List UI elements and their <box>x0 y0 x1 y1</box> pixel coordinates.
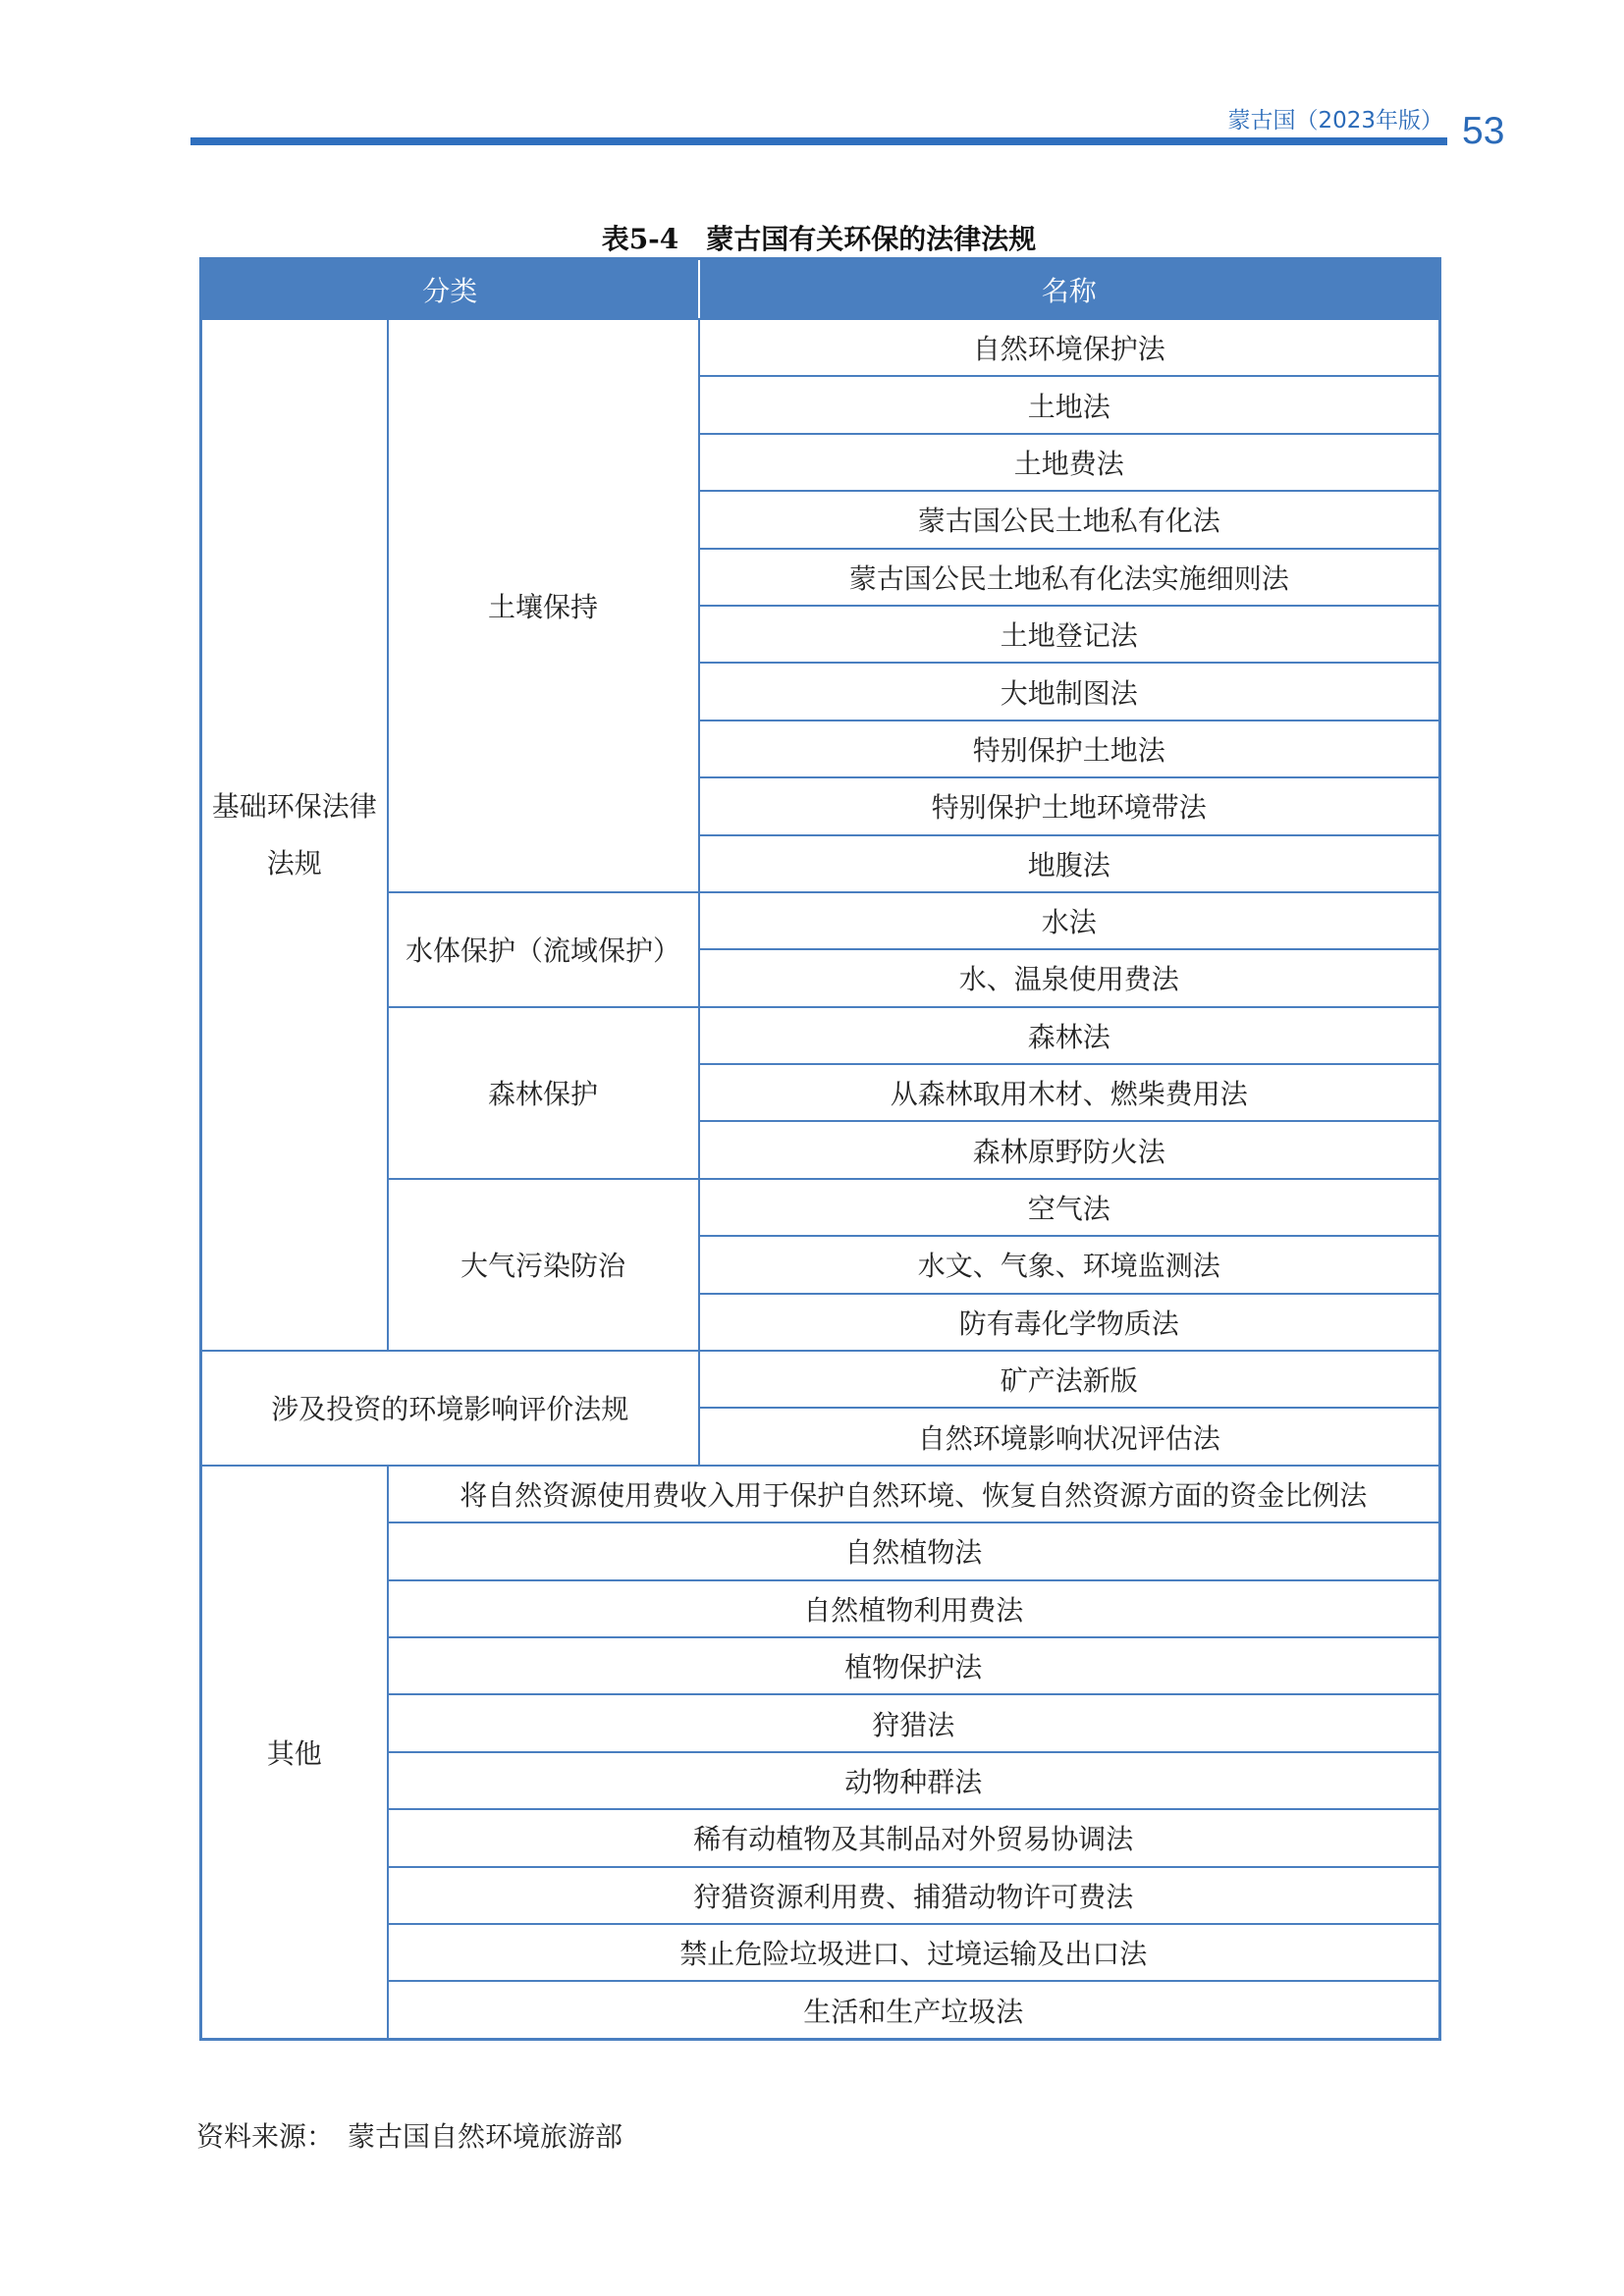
table-row <box>201 1466 1440 1522</box>
category-basic: 基础环保法律法规 <box>201 319 388 1351</box>
law-name: 狩猎资源利用费、捕猎动物许可费法 <box>388 1867 1440 1924</box>
category-invest: 涉及投资的环境影响评价法规 <box>201 1351 699 1466</box>
law-name: 禁止危险垃圾进口、过境运输及出口法 <box>388 1924 1440 1981</box>
subcategory-air: 大气污染防治 <box>388 1179 699 1351</box>
source-note: 资料来源： 蒙古国自然环境旅游部 <box>196 2120 623 2153</box>
table-row <box>201 1981 1440 2039</box>
law-name: 狩猎法 <box>388 1694 1440 1751</box>
law-name: 防有毒化学物质法 <box>699 1294 1440 1351</box>
law-name: 生活和生产垃圾法 <box>388 1981 1440 2039</box>
header-category: 分类 <box>201 259 699 320</box>
table-row <box>201 1752 1440 1809</box>
running-title: 蒙古国（2023年版） <box>1227 108 1443 133</box>
table-row <box>201 1007 1440 1064</box>
subcategory-water: 水体保护（流域保护） <box>388 892 699 1007</box>
law-name: 水法 <box>699 892 1440 949</box>
law-name: 自然植物利用费法 <box>388 1580 1440 1637</box>
table-row <box>201 1351 1440 1408</box>
law-name: 动物种群法 <box>388 1752 1440 1809</box>
header-rule <box>190 137 1447 145</box>
law-name: 植物保护法 <box>388 1637 1440 1694</box>
law-name: 从森林取用木材、燃柴费用法 <box>699 1064 1440 1121</box>
subcategory-soil: 土壤保持 <box>388 319 699 892</box>
law-name: 矿产法新版 <box>699 1351 1440 1408</box>
law-name: 特别保护土地环境带法 <box>699 777 1440 834</box>
law-table <box>199 257 1441 2041</box>
law-name: 森林法 <box>699 1007 1440 1064</box>
law-name: 自然植物法 <box>388 1522 1440 1579</box>
law-name: 稀有动植物及其制品对外贸易协调法 <box>388 1809 1440 1866</box>
law-name: 地腹法 <box>699 835 1440 892</box>
table-row <box>201 892 1440 949</box>
table-row <box>201 1694 1440 1751</box>
law-name: 特别保护土地法 <box>699 721 1440 777</box>
page-number: 53 <box>1462 110 1505 152</box>
table-row <box>201 1867 1440 1924</box>
table-row <box>201 1179 1440 1236</box>
law-name: 土地费法 <box>699 434 1440 491</box>
law-name: 水、温泉使用费法 <box>699 949 1440 1006</box>
law-name: 土地法 <box>699 376 1440 433</box>
table-row <box>201 1924 1440 1981</box>
law-name: 森林原野防火法 <box>699 1121 1440 1178</box>
law-name: 自然环境保护法 <box>699 319 1440 376</box>
law-name: 自然环境影响状况评估法 <box>699 1408 1440 1465</box>
table-row <box>201 1809 1440 1866</box>
law-name: 空气法 <box>699 1179 1440 1236</box>
table-row <box>201 1522 1440 1579</box>
table-header-row <box>201 259 1440 320</box>
law-name: 大地制图法 <box>699 663 1440 720</box>
law-name: 蒙古国公民土地私有化法 <box>699 491 1440 548</box>
law-name: 蒙古国公民土地私有化法实施细则法 <box>699 549 1440 606</box>
table-row <box>201 1580 1440 1637</box>
category-other: 其他 <box>201 1466 388 2039</box>
header-name: 名称 <box>699 259 1440 320</box>
law-name: 水文、气象、环境监测法 <box>699 1236 1440 1293</box>
table-row <box>201 1637 1440 1694</box>
law-name: 土地登记法 <box>699 606 1440 663</box>
table-row <box>201 319 1440 376</box>
table-caption: 表5-4 蒙古国有关环保的法律法规 <box>601 223 1037 255</box>
law-name: 将自然资源使用费收入用于保护自然环境、恢复自然资源方面的资金比例法 <box>388 1466 1440 1522</box>
subcategory-forest: 森林保护 <box>388 1007 699 1179</box>
